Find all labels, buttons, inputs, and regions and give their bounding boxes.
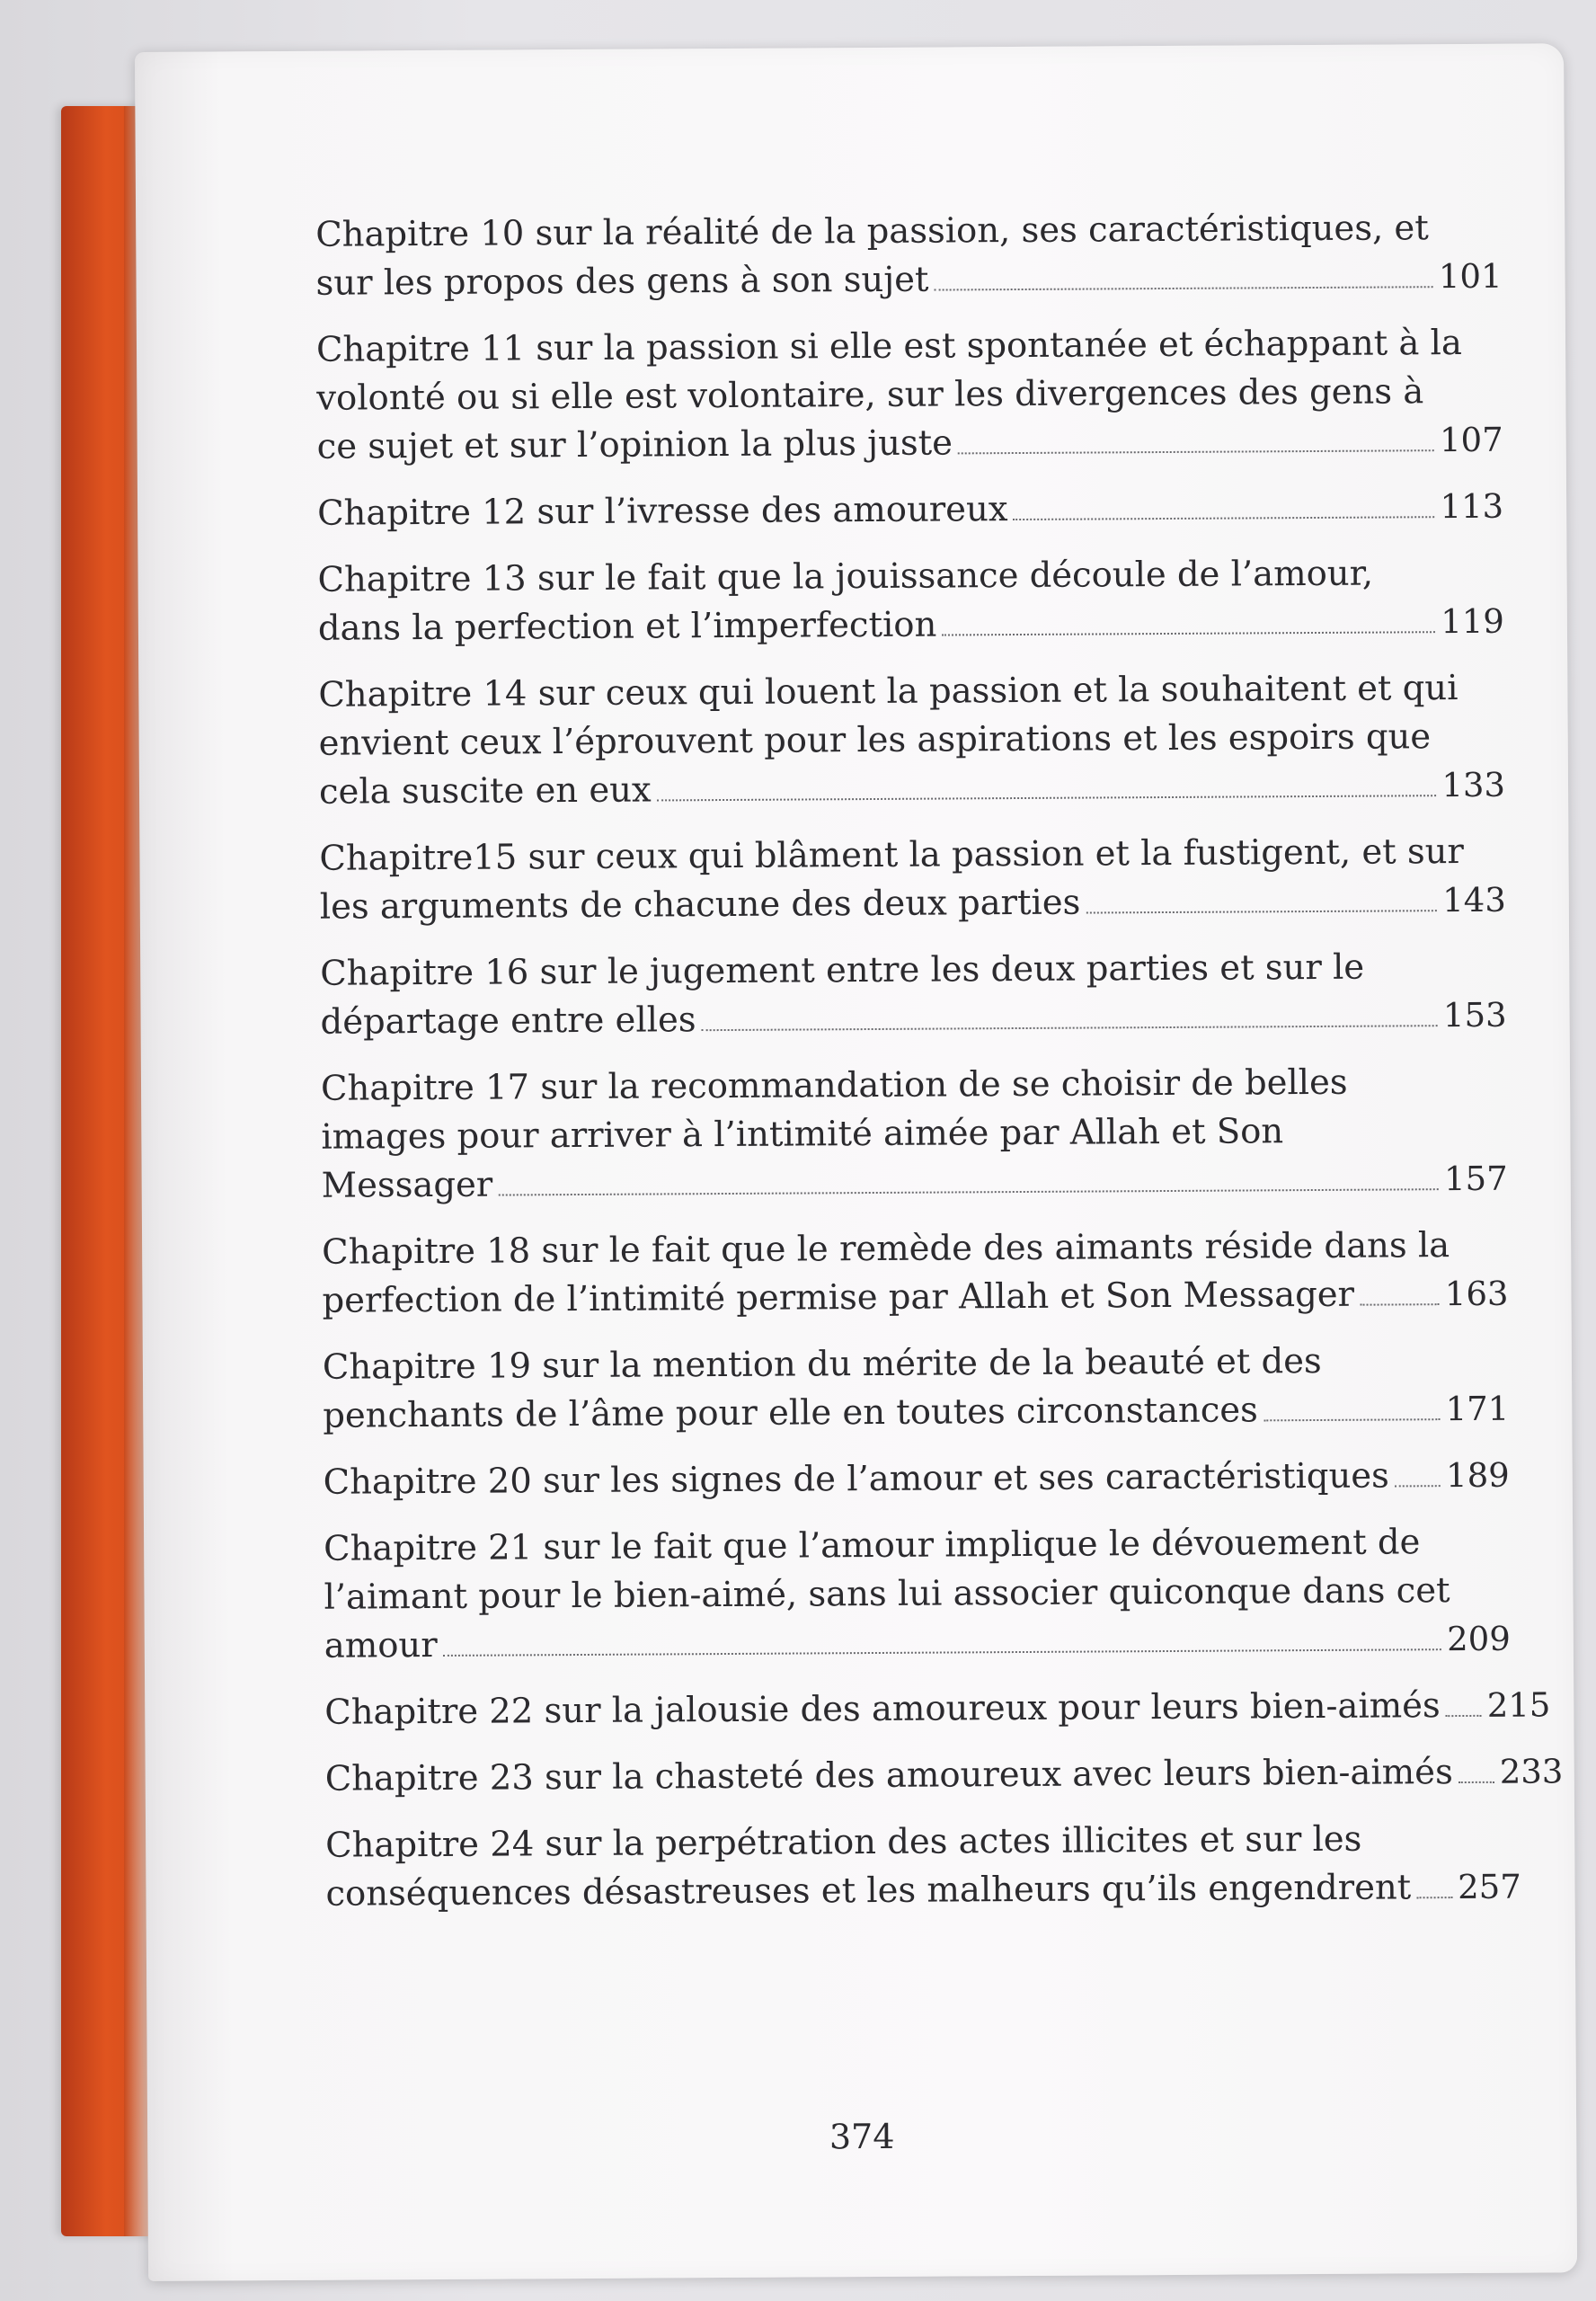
toc-entry-page-number: 143 [1442, 880, 1506, 920]
toc-entry-title-line: conséquences désastreuses et les malheurs qu’ils engendrent [325, 1867, 1412, 1915]
toc-entry [321, 1058, 1508, 1211]
toc-entry-title-line: envient ceux l’éprouvent pour les aspirations et les espoirs que [318, 716, 1432, 764]
toc-entry-title-line: Chapitre 16 sur le jugement entre les deux parties et sur le [320, 946, 1365, 994]
book-page [135, 43, 1577, 2281]
dot-leader [1446, 1715, 1482, 1717]
dot-leader [935, 286, 1433, 290]
toc-entry [324, 1682, 1551, 1737]
toc-entry-title-line: Chapitre 17 sur la recommandation de se choisir de belles [320, 1062, 1348, 1109]
table-of-contents [315, 204, 1564, 1937]
toc-entry-last-line [317, 416, 1503, 472]
dot-leader [1086, 910, 1437, 913]
toc-entry-page-number: 209 [1447, 1619, 1511, 1659]
toc-entry-title-line: Chapitre15 sur ceux qui blâment la passion et la fustigent, et sur [319, 831, 1465, 879]
toc-entry-title-line: Chapitre 13 sur le fait que la jouissance découle de l’amour, [317, 553, 1374, 600]
toc-entry [324, 1748, 1564, 1804]
toc-entry-title-line: Chapitre 10 sur la réalité de la passion, ses caractéristiques, et [315, 208, 1429, 255]
toc-entry-title-line: Chapitre 14 sur ceux qui louent la passion et la souhaitent et qui [318, 668, 1459, 715]
dot-leader [443, 1648, 1442, 1657]
toc-entry [315, 204, 1503, 308]
toc-entry-last-line [324, 1615, 1511, 1671]
toc-entry [316, 319, 1503, 472]
dot-leader [958, 449, 1434, 454]
toc-entry-page-number: 157 [1443, 1159, 1508, 1199]
toc-entry [318, 664, 1505, 817]
toc-entry-page-number: 153 [1442, 995, 1507, 1035]
toc-entry-page-number: 171 [1445, 1389, 1510, 1429]
toc-entry [323, 1337, 1510, 1441]
toc-entry-page-number: 215 [1486, 1685, 1551, 1725]
toc-entry [324, 1518, 1511, 1671]
toc-entry-last-line [322, 1270, 1508, 1326]
toc-entry-title-line: amour [324, 1624, 438, 1666]
toc-entry-page-number: 233 [1499, 1752, 1564, 1791]
toc-entry-title-line: Chapitre 12 sur l’ivresse des amoureux [317, 489, 1008, 534]
dot-leader [1416, 1897, 1452, 1898]
toc-entry [317, 549, 1504, 653]
toc-entry-title-line: dans la perfection et l’imperfection [317, 604, 937, 649]
toc-entry-last-line [318, 598, 1504, 653]
dot-leader [1264, 1418, 1441, 1421]
dot-leader [1459, 1781, 1494, 1783]
page-number: 374 [829, 2116, 895, 2157]
dot-leader [1360, 1303, 1440, 1306]
toc-entry-title-line: Chapitre 21 sur le fait que l’amour implique le dévouement de [324, 1522, 1421, 1569]
toc-entry-page-number: 101 [1438, 256, 1503, 297]
toc-entry-page-number: 119 [1441, 601, 1505, 642]
toc-entry-last-line [324, 1748, 1564, 1804]
dot-leader [702, 1025, 1438, 1031]
toc-entry-page-number: 107 [1439, 420, 1503, 460]
toc-entry-last-line [315, 253, 1502, 308]
dot-leader [1014, 516, 1435, 520]
toc-entry-last-line [325, 1863, 1521, 1919]
toc-entry-title-line: Chapitre 11 sur la passion si elle est spontanée et échappant à la [315, 322, 1462, 370]
toc-entry-title-line: perfection de l’intimité permise par Allah et Son Messager [322, 1274, 1355, 1321]
dot-leader [498, 1188, 1439, 1195]
dot-leader [1395, 1485, 1441, 1487]
toc-entry-title-line: Chapitre 19 sur la mention du mérite de la beauté et des [322, 1340, 1322, 1388]
toc-entry-title-line: les arguments de chacune des deux parties [319, 882, 1081, 928]
toc-entry-title-line: l’aimant pour le bien-aimé, sans lui associer quiconque dans cet [324, 1570, 1450, 1618]
toc-entry-page-number: 113 [1440, 486, 1504, 527]
toc-entry-title-line: départage entre elles [320, 999, 696, 1043]
toc-entry-title-line: images pour arriver à l’intimité aimée par Allah et Son [321, 1111, 1284, 1158]
toc-entry [322, 1222, 1509, 1326]
dot-leader [942, 631, 1435, 635]
toc-entry-title-line: Messager [321, 1164, 493, 1206]
toc-entry-title-line: ce sujet et sur l’opinion la plus juste [316, 422, 953, 467]
toc-entry [320, 943, 1507, 1047]
toc-entry-title-line: Chapitre 24 sur la perpétration des actes illicites et sur les [325, 1818, 1362, 1866]
dot-leader [657, 795, 1437, 801]
toc-entry [319, 828, 1506, 932]
toc-entry-title-line: volonté ou si elle est volontaire, sur les divergences des gens à [316, 371, 1424, 419]
toc-entry-title-line: cela suscite en eux [318, 769, 652, 813]
toc-entry-title-line: Chapitre 22 sur la jalousie des amoureux pour leurs bien-aimés [324, 1685, 1441, 1733]
toc-entry-title-line: Chapitre 23 sur la chasteté des amoureux avec leurs bien-aimés [324, 1752, 1453, 1799]
toc-entry-title-line: sur les propos des gens à son sujet [315, 259, 929, 304]
toc-entry-last-line [323, 1385, 1509, 1441]
toc-entry [317, 483, 1503, 538]
toc-entry-last-line [322, 1155, 1508, 1211]
toc-entry-page-number: 163 [1444, 1274, 1509, 1314]
toc-entry-last-line [319, 761, 1505, 817]
toc-entry-last-line [324, 1452, 1510, 1507]
toc-entry-last-line [317, 483, 1503, 538]
toc-entry-last-line [324, 1682, 1551, 1737]
toc-entry-page-number: 189 [1445, 1455, 1510, 1496]
toc-entry-title-line: penchants de l’âme pour elle en toutes circonstances [323, 1390, 1258, 1436]
toc-entry [325, 1815, 1521, 1919]
toc-entry-title-line: Chapitre 20 sur les signes de l’amour et ses caractéristiques [323, 1455, 1389, 1503]
toc-entry-title-line: Chapitre 18 sur le fait que le remède des aimants réside dans la [322, 1225, 1450, 1273]
toc-entry-last-line [320, 876, 1506, 932]
toc-entry-last-line [320, 991, 1506, 1047]
toc-entry [324, 1452, 1510, 1507]
toc-entry-page-number: 133 [1441, 765, 1506, 805]
toc-entry-page-number: 257 [1458, 1867, 1521, 1907]
